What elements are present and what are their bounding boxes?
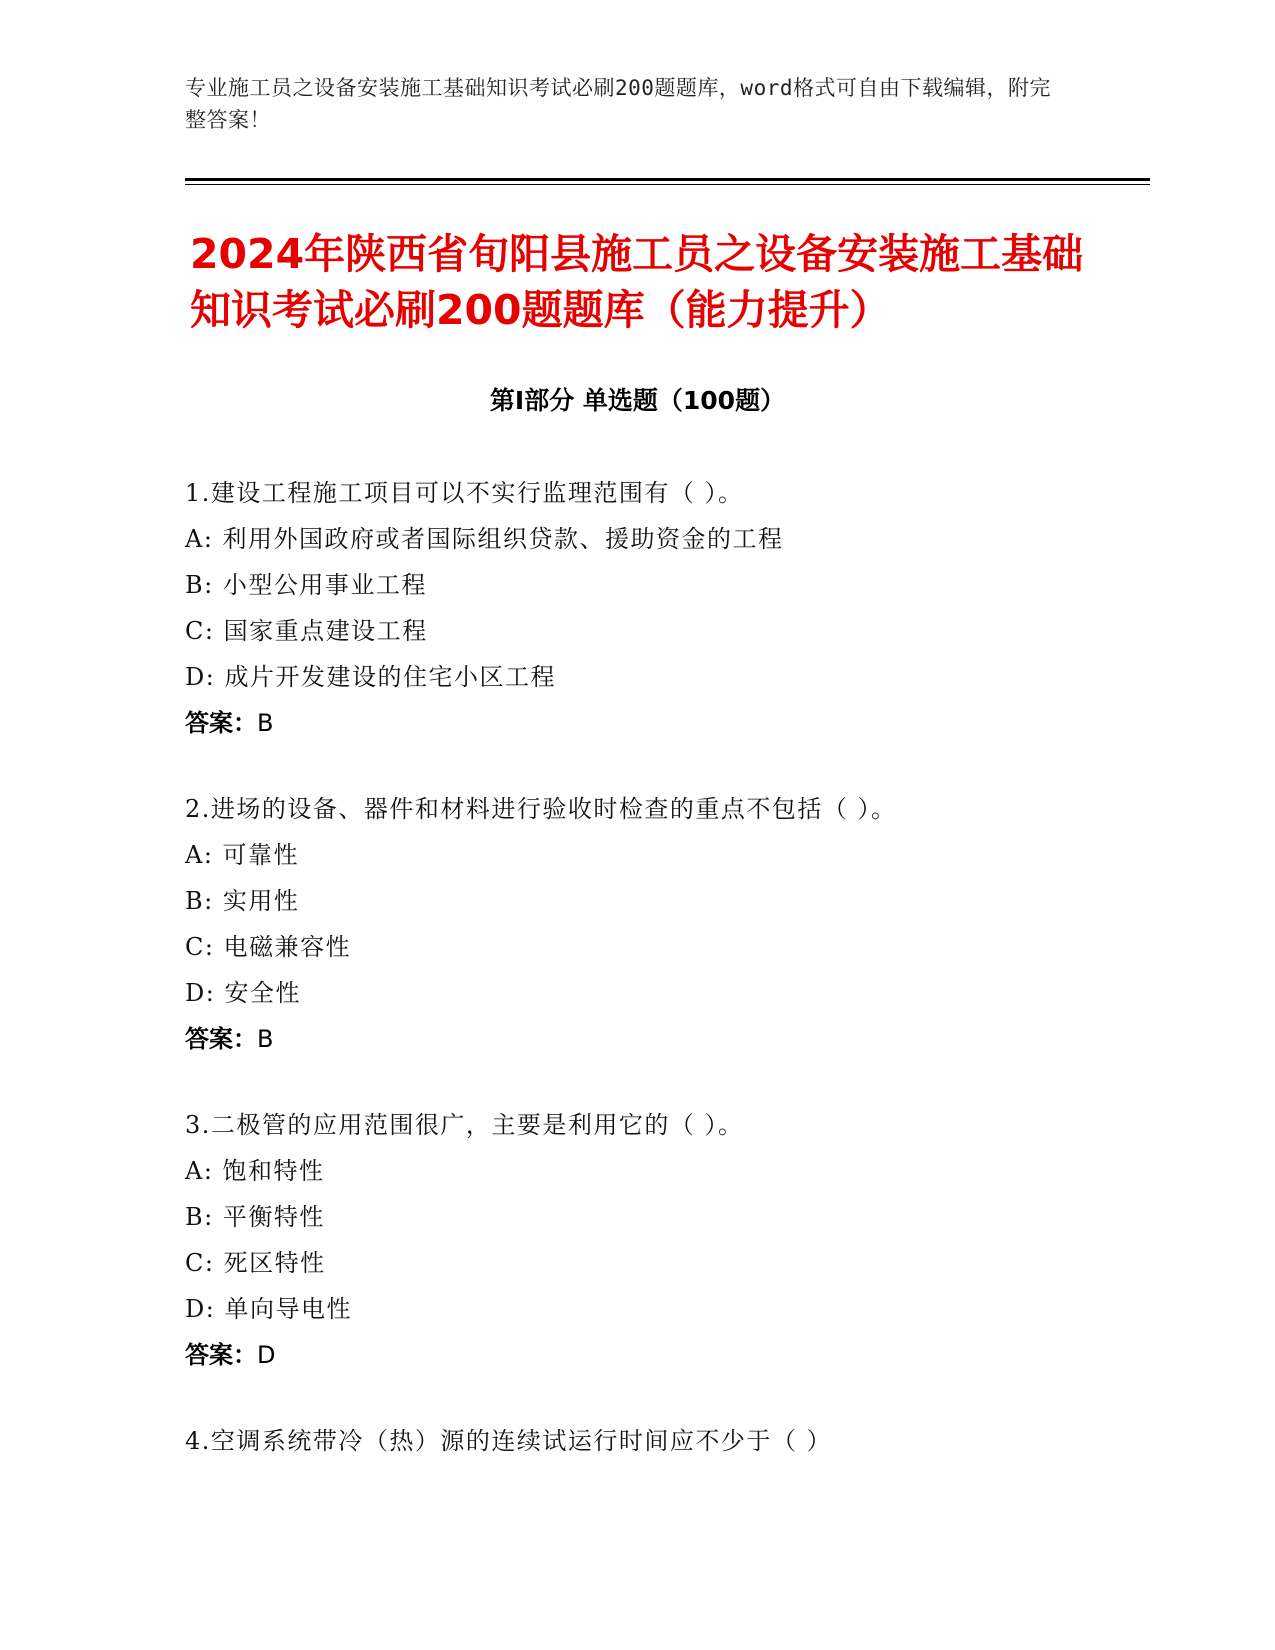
option-d: D: 成片开发建设的住宅小区工程 <box>185 663 556 691</box>
option-a: A: 可靠性 <box>185 841 300 869</box>
option-b: B: 小型公用事业工程 <box>185 571 427 599</box>
answer-line <box>185 1016 1145 1062</box>
answer-value: B <box>257 1025 274 1053</box>
header-divider-thick <box>185 178 1150 181</box>
answer-value: B <box>257 709 274 737</box>
option-d: D: 单向导电性 <box>185 1295 352 1323</box>
question-stem: 3.二极管的应用范围很广，主要是利用它的（ ）。 <box>185 1111 744 1139</box>
option-c: C: 死区特性 <box>185 1249 326 1277</box>
question-item <box>185 1418 1145 1464</box>
question-stem: 2.进场的设备、器件和材料进行验收时检查的重点不包括（ ）。 <box>185 795 897 823</box>
document-title: 2024年陕西省旬阳县施工员之设备安装施工基础知识考试必刷200题题库（能力提升） <box>190 230 1084 334</box>
option-c: C: 国家重点建设工程 <box>185 617 428 645</box>
option-a: A: 利用外国政府或者国际组织贷款、援助资金的工程 <box>185 525 784 553</box>
section-title: 第I部分 单选题（100题） <box>489 386 786 415</box>
answer-line <box>185 1332 1145 1378</box>
question-item <box>185 470 1145 746</box>
answer-line <box>185 700 1145 746</box>
answer-label: 答案： <box>185 709 257 737</box>
option-a: A: 饱和特性 <box>185 1157 325 1185</box>
answer-value: D <box>257 1341 276 1369</box>
question-item <box>185 1102 1145 1378</box>
option-b: B: 实用性 <box>185 887 300 915</box>
header-note: 专业施工员之设备安装施工基础知识考试必刷200题题库，word格式可自由下载编辑，附完整答案！ <box>185 76 1051 132</box>
option-b: B: 平衡特性 <box>185 1203 325 1231</box>
option-c: C: 电磁兼容性 <box>185 933 352 961</box>
answer-label: 答案： <box>185 1025 257 1053</box>
option-d: D: 安全性 <box>185 979 301 1007</box>
answer-label: 答案： <box>185 1341 257 1369</box>
question-stem: 1.建设工程施工项目可以不实行监理范围有（ ）。 <box>185 479 744 507</box>
question-stem: 4.空调系统带冷（热）源的连续试运行时间应不少于（ ） <box>185 1427 833 1455</box>
question-list <box>185 470 1145 1504</box>
header-divider-thin <box>185 184 1150 185</box>
question-item <box>185 786 1145 1062</box>
